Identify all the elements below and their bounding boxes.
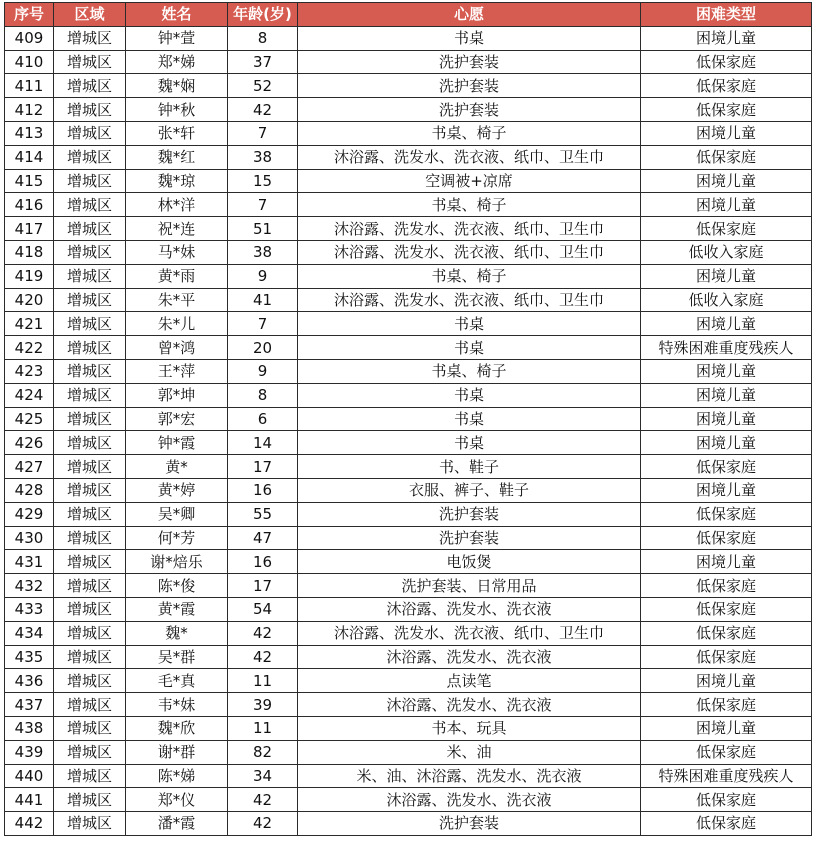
table-row (5, 383, 812, 407)
header-age: 年龄(岁) (228, 3, 298, 27)
cell-name: 郭*宏 (126, 407, 228, 431)
table-row (5, 217, 812, 241)
cell-name: 祝*连 (126, 217, 228, 241)
cell-age: 7 (228, 193, 298, 217)
header-area: 区域 (54, 3, 126, 27)
cell-area: 增城区 (54, 812, 126, 836)
cell-name: 魏*娴 (126, 74, 228, 98)
cell-name: 毛*真 (126, 669, 228, 693)
cell-type: 困境儿童 (641, 264, 812, 288)
cell-area: 增城区 (54, 502, 126, 526)
cell-area: 增城区 (54, 407, 126, 431)
cell-wish: 米、油 (298, 740, 641, 764)
cell-name: 黄*雨 (126, 264, 228, 288)
cell-area: 增城区 (54, 788, 126, 812)
table-row (5, 431, 812, 455)
cell-age: 17 (228, 455, 298, 479)
cell-id: 431 (5, 550, 54, 574)
cell-id: 425 (5, 407, 54, 431)
cell-age: 11 (228, 669, 298, 693)
cell-age: 9 (228, 359, 298, 383)
cell-name: 钟*霞 (126, 431, 228, 455)
cell-id: 433 (5, 597, 54, 621)
cell-id: 437 (5, 693, 54, 717)
table-row (5, 478, 812, 502)
cell-name: 郑*仪 (126, 788, 228, 812)
cell-wish: 书、鞋子 (298, 455, 641, 479)
cell-wish: 洗护套装、日常用品 (298, 574, 641, 598)
cell-id: 430 (5, 526, 54, 550)
table-row (5, 240, 812, 264)
table-row (5, 526, 812, 550)
cell-age: 16 (228, 550, 298, 574)
cell-id: 427 (5, 455, 54, 479)
table-row (5, 98, 812, 122)
cell-type: 低保家庭 (641, 574, 812, 598)
table-row (5, 574, 812, 598)
cell-area: 增城区 (54, 288, 126, 312)
cell-age: 42 (228, 98, 298, 122)
cell-type: 困境儿童 (641, 716, 812, 740)
table-row (5, 455, 812, 479)
cell-wish: 空调被+凉席 (298, 169, 641, 193)
cell-age: 52 (228, 74, 298, 98)
cell-wish: 洗护套装 (298, 526, 641, 550)
table-row (5, 502, 812, 526)
cell-name: 陈*俊 (126, 574, 228, 598)
cell-age: 16 (228, 478, 298, 502)
cell-id: 434 (5, 621, 54, 645)
cell-age: 14 (228, 431, 298, 455)
table-row (5, 26, 812, 50)
cell-area: 增城区 (54, 740, 126, 764)
table-row (5, 764, 812, 788)
cell-type: 低保家庭 (641, 74, 812, 98)
cell-name: 韦*妹 (126, 693, 228, 717)
table-row (5, 193, 812, 217)
cell-wish: 书桌、椅子 (298, 264, 641, 288)
cell-id: 429 (5, 502, 54, 526)
cell-wish: 书桌 (298, 407, 641, 431)
cell-wish: 衣服、裤子、鞋子 (298, 478, 641, 502)
cell-area: 增城区 (54, 193, 126, 217)
cell-id: 416 (5, 193, 54, 217)
table-row (5, 50, 812, 74)
cell-type: 低保家庭 (641, 740, 812, 764)
cell-age: 11 (228, 716, 298, 740)
cell-id: 418 (5, 240, 54, 264)
cell-type: 困境儿童 (641, 550, 812, 574)
cell-wish: 沐浴露、洗发水、洗衣液 (298, 597, 641, 621)
cell-age: 8 (228, 383, 298, 407)
cell-age: 42 (228, 621, 298, 645)
cell-age: 15 (228, 169, 298, 193)
cell-wish: 沐浴露、洗发水、洗衣液 (298, 693, 641, 717)
cell-wish: 书桌、椅子 (298, 359, 641, 383)
cell-id: 421 (5, 312, 54, 336)
cell-age: 20 (228, 336, 298, 360)
cell-age: 38 (228, 145, 298, 169)
cell-area: 增城区 (54, 645, 126, 669)
cell-area: 增城区 (54, 597, 126, 621)
header-row (5, 3, 812, 27)
cell-wish: 沐浴露、洗发水、洗衣液、纸巾、卫生巾 (298, 145, 641, 169)
cell-wish: 洗护套装 (298, 98, 641, 122)
cell-name: 魏*欣 (126, 716, 228, 740)
cell-type: 低保家庭 (641, 526, 812, 550)
cell-name: 张*轩 (126, 121, 228, 145)
table-row (5, 621, 812, 645)
cell-id: 413 (5, 121, 54, 145)
cell-area: 增城区 (54, 26, 126, 50)
table-body (5, 26, 812, 835)
cell-id: 417 (5, 217, 54, 241)
cell-name: 吴*卿 (126, 502, 228, 526)
cell-id: 414 (5, 145, 54, 169)
cell-wish: 电饭煲 (298, 550, 641, 574)
cell-name: 钟*秋 (126, 98, 228, 122)
cell-id: 438 (5, 716, 54, 740)
table-row (5, 812, 812, 836)
cell-age: 42 (228, 645, 298, 669)
cell-wish: 沐浴露、洗发水、洗衣液 (298, 645, 641, 669)
cell-id: 420 (5, 288, 54, 312)
cell-id: 441 (5, 788, 54, 812)
cell-name: 魏* (126, 621, 228, 645)
cell-type: 低保家庭 (641, 693, 812, 717)
cell-area: 增城区 (54, 240, 126, 264)
cell-type: 困境儿童 (641, 383, 812, 407)
cell-area: 增城区 (54, 98, 126, 122)
cell-type: 特殊困难重度残疾人 (641, 764, 812, 788)
cell-name: 朱*儿 (126, 312, 228, 336)
cell-area: 增城区 (54, 359, 126, 383)
table-row (5, 169, 812, 193)
header-name: 姓名 (126, 3, 228, 27)
cell-area: 增城区 (54, 455, 126, 479)
cell-wish: 沐浴露、洗发水、洗衣液、纸巾、卫生巾 (298, 288, 641, 312)
cell-id: 435 (5, 645, 54, 669)
cell-type: 特殊困难重度残疾人 (641, 336, 812, 360)
cell-wish: 书桌、椅子 (298, 193, 641, 217)
cell-name: 魏*琼 (126, 169, 228, 193)
header-wish: 心愿 (298, 3, 641, 27)
cell-id: 426 (5, 431, 54, 455)
cell-id: 412 (5, 98, 54, 122)
header-id: 序号 (5, 3, 54, 27)
cell-name: 魏*红 (126, 145, 228, 169)
cell-type: 困境儿童 (641, 359, 812, 383)
cell-age: 34 (228, 764, 298, 788)
cell-type: 低保家庭 (641, 217, 812, 241)
table-row (5, 336, 812, 360)
cell-id: 442 (5, 812, 54, 836)
cell-name: 朱*平 (126, 288, 228, 312)
cell-area: 增城区 (54, 550, 126, 574)
cell-area: 增城区 (54, 621, 126, 645)
cell-name: 谢*群 (126, 740, 228, 764)
cell-name: 马*妹 (126, 240, 228, 264)
cell-id: 432 (5, 574, 54, 598)
table-row (5, 359, 812, 383)
table-row (5, 121, 812, 145)
cell-area: 增城区 (54, 764, 126, 788)
cell-id: 436 (5, 669, 54, 693)
cell-wish: 书桌 (298, 431, 641, 455)
cell-area: 增城区 (54, 264, 126, 288)
cell-name: 黄*婷 (126, 478, 228, 502)
cell-wish: 沐浴露、洗发水、洗衣液、纸巾、卫生巾 (298, 217, 641, 241)
cell-type: 困境儿童 (641, 169, 812, 193)
cell-id: 410 (5, 50, 54, 74)
cell-area: 增城区 (54, 74, 126, 98)
cell-age: 47 (228, 526, 298, 550)
cell-age: 42 (228, 788, 298, 812)
cell-type: 困境儿童 (641, 121, 812, 145)
table-row (5, 550, 812, 574)
cell-age: 39 (228, 693, 298, 717)
cell-type: 低保家庭 (641, 455, 812, 479)
cell-type: 低保家庭 (641, 812, 812, 836)
cell-name: 潘*霞 (126, 812, 228, 836)
cell-name: 黄*霞 (126, 597, 228, 621)
cell-age: 51 (228, 217, 298, 241)
cell-type: 低保家庭 (641, 98, 812, 122)
cell-wish: 点读笔 (298, 669, 641, 693)
cell-wish: 洗护套装 (298, 74, 641, 98)
cell-area: 增城区 (54, 669, 126, 693)
cell-age: 38 (228, 240, 298, 264)
cell-type: 低保家庭 (641, 597, 812, 621)
cell-type: 困境儿童 (641, 431, 812, 455)
cell-name: 曾*鸿 (126, 336, 228, 360)
cell-wish: 洗护套装 (298, 502, 641, 526)
cell-area: 增城区 (54, 121, 126, 145)
table-row (5, 788, 812, 812)
cell-age: 41 (228, 288, 298, 312)
header-type: 困难类型 (641, 3, 812, 27)
cell-area: 增城区 (54, 574, 126, 598)
table-row (5, 407, 812, 431)
cell-name: 钟*萱 (126, 26, 228, 50)
cell-name: 吴*群 (126, 645, 228, 669)
cell-wish: 书桌 (298, 383, 641, 407)
cell-age: 7 (228, 312, 298, 336)
cell-wish: 书桌 (298, 312, 641, 336)
cell-area: 增城区 (54, 336, 126, 360)
table-row (5, 669, 812, 693)
cell-id: 428 (5, 478, 54, 502)
cell-age: 9 (228, 264, 298, 288)
cell-age: 6 (228, 407, 298, 431)
cell-wish: 洗护套装 (298, 812, 641, 836)
cell-area: 增城区 (54, 716, 126, 740)
cell-age: 82 (228, 740, 298, 764)
cell-area: 增城区 (54, 145, 126, 169)
cell-age: 54 (228, 597, 298, 621)
cell-type: 困境儿童 (641, 669, 812, 693)
cell-wish: 沐浴露、洗发水、洗衣液 (298, 788, 641, 812)
cell-area: 增城区 (54, 217, 126, 241)
cell-wish: 书本、玩具 (298, 716, 641, 740)
cell-type: 困境儿童 (641, 478, 812, 502)
cell-area: 增城区 (54, 312, 126, 336)
cell-wish: 书桌、椅子 (298, 121, 641, 145)
cell-id: 409 (5, 26, 54, 50)
cell-area: 增城区 (54, 693, 126, 717)
cell-wish: 书桌 (298, 336, 641, 360)
cell-wish: 沐浴露、洗发水、洗衣液、纸巾、卫生巾 (298, 621, 641, 645)
cell-age: 42 (228, 812, 298, 836)
cell-id: 415 (5, 169, 54, 193)
cell-age: 8 (228, 26, 298, 50)
cell-name: 陈*娣 (126, 764, 228, 788)
table-row (5, 693, 812, 717)
cell-age: 55 (228, 502, 298, 526)
cell-name: 王*萍 (126, 359, 228, 383)
cell-type: 低保家庭 (641, 788, 812, 812)
cell-wish: 米、油、沐浴露、洗发水、洗衣液 (298, 764, 641, 788)
cell-name: 林*洋 (126, 193, 228, 217)
cell-id: 423 (5, 359, 54, 383)
cell-age: 17 (228, 574, 298, 598)
table-row (5, 288, 812, 312)
wish-table (4, 2, 812, 836)
table-row (5, 312, 812, 336)
cell-id: 439 (5, 740, 54, 764)
cell-name: 谢*焙乐 (126, 550, 228, 574)
table-row (5, 597, 812, 621)
cell-type: 低收入家庭 (641, 288, 812, 312)
cell-area: 增城区 (54, 431, 126, 455)
cell-id: 419 (5, 264, 54, 288)
cell-name: 郭*坤 (126, 383, 228, 407)
table-row (5, 645, 812, 669)
table-row (5, 74, 812, 98)
cell-id: 424 (5, 383, 54, 407)
cell-type: 困境儿童 (641, 193, 812, 217)
cell-wish: 沐浴露、洗发水、洗衣液、纸巾、卫生巾 (298, 240, 641, 264)
cell-type: 低保家庭 (641, 645, 812, 669)
cell-id: 422 (5, 336, 54, 360)
cell-age: 37 (228, 50, 298, 74)
cell-wish: 洗护套装 (298, 50, 641, 74)
cell-area: 增城区 (54, 383, 126, 407)
cell-wish: 书桌 (298, 26, 641, 50)
cell-type: 低保家庭 (641, 502, 812, 526)
table-row (5, 145, 812, 169)
cell-area: 增城区 (54, 478, 126, 502)
cell-name: 何*芳 (126, 526, 228, 550)
cell-name: 黄* (126, 455, 228, 479)
cell-id: 440 (5, 764, 54, 788)
table-row (5, 740, 812, 764)
cell-area: 增城区 (54, 169, 126, 193)
table-row (5, 716, 812, 740)
cell-type: 困境儿童 (641, 312, 812, 336)
cell-type: 低保家庭 (641, 145, 812, 169)
cell-type: 困境儿童 (641, 26, 812, 50)
cell-area: 增城区 (54, 50, 126, 74)
cell-type: 低收入家庭 (641, 240, 812, 264)
cell-type: 困境儿童 (641, 407, 812, 431)
cell-name: 郑*娣 (126, 50, 228, 74)
cell-area: 增城区 (54, 526, 126, 550)
cell-type: 低保家庭 (641, 621, 812, 645)
cell-age: 7 (228, 121, 298, 145)
cell-id: 411 (5, 74, 54, 98)
cell-type: 低保家庭 (641, 50, 812, 74)
table-row (5, 264, 812, 288)
